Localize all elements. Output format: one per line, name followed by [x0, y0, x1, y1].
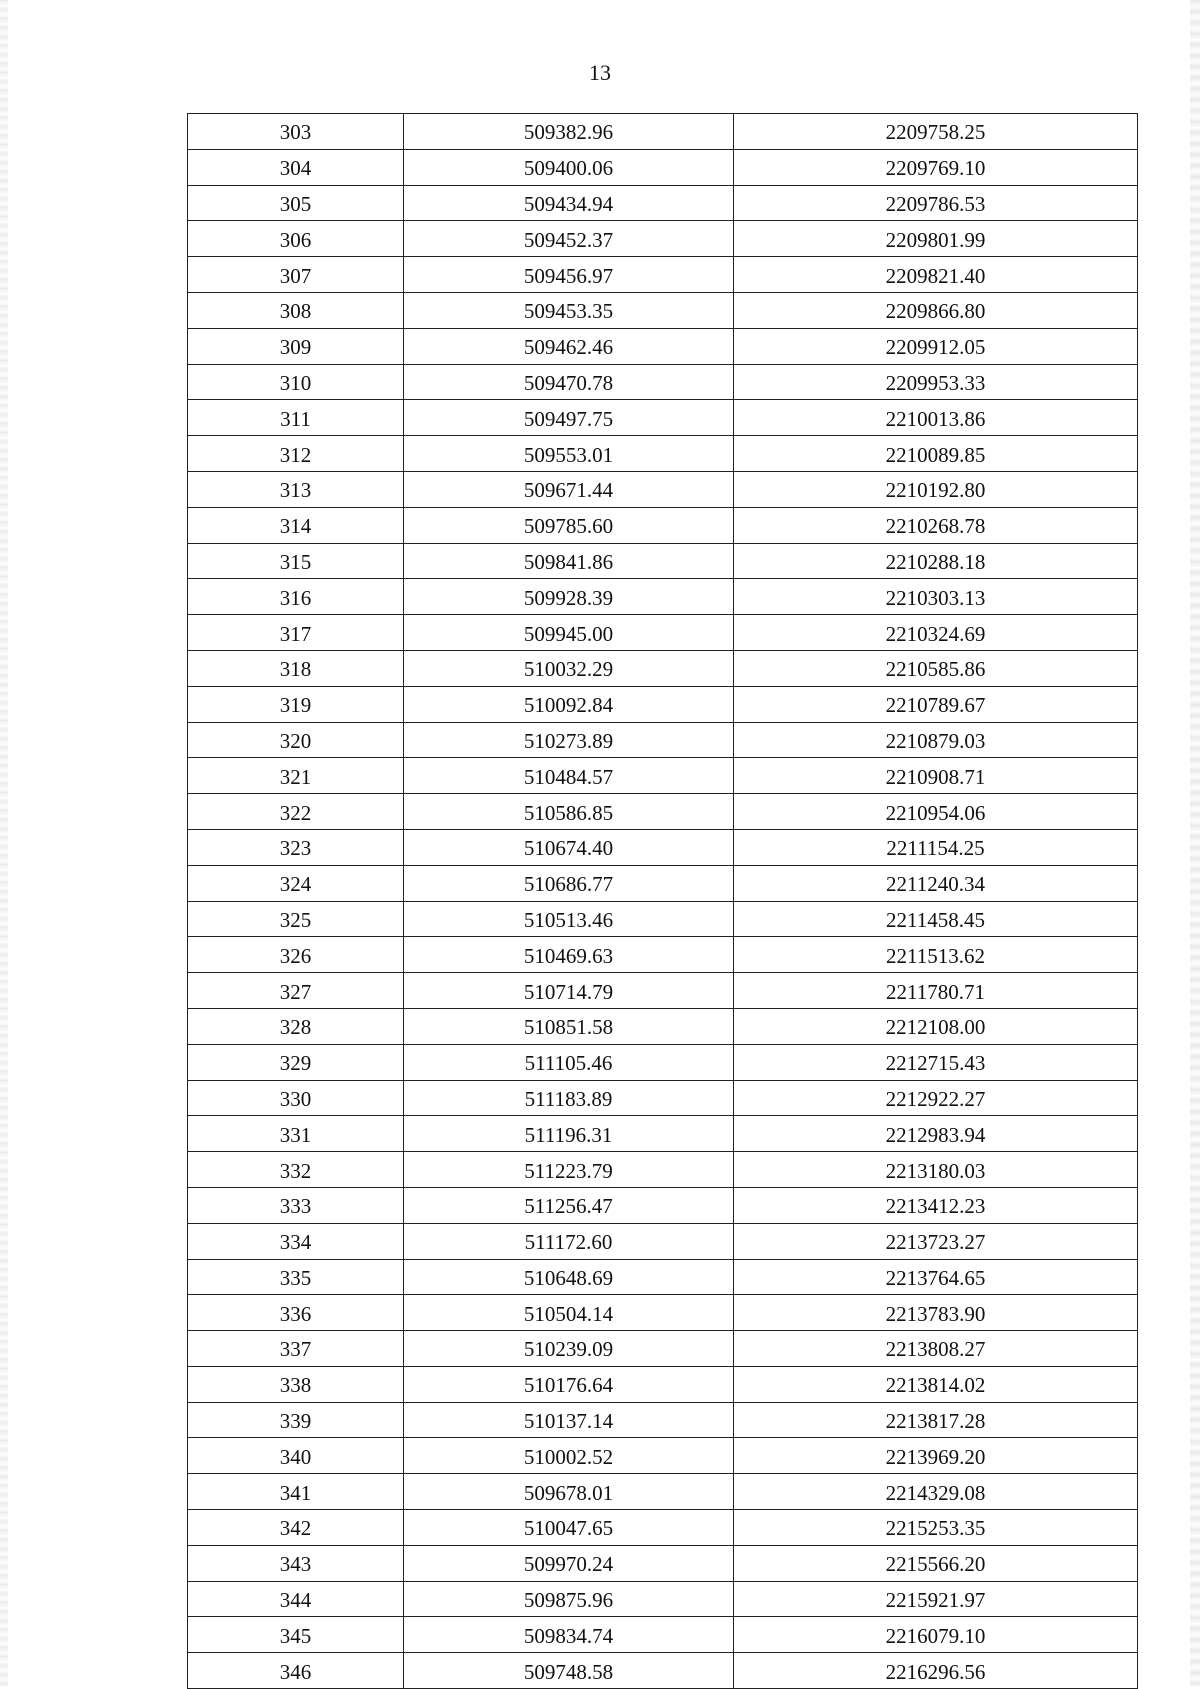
y-coordinate-cell: 2210908.71 — [734, 758, 1138, 794]
point-number-cell: 319 — [188, 686, 404, 722]
table-row — [188, 185, 1138, 221]
point-number-cell: 315 — [188, 543, 404, 579]
y-coordinate-cell: 2210089.85 — [734, 436, 1138, 472]
y-coordinate-cell: 2209801.99 — [734, 221, 1138, 257]
y-coordinate-cell: 2210303.13 — [734, 579, 1138, 615]
y-coordinate-cell: 2212108.00 — [734, 1008, 1138, 1044]
table-row — [188, 615, 1138, 651]
point-number-cell: 313 — [188, 471, 404, 507]
point-number-cell: 327 — [188, 973, 404, 1009]
point-number-cell: 345 — [188, 1617, 404, 1653]
table-row — [188, 722, 1138, 758]
x-coordinate-cell: 510176.64 — [404, 1366, 734, 1402]
y-coordinate-cell: 2214329.08 — [734, 1474, 1138, 1510]
table-row — [188, 328, 1138, 364]
table-row — [188, 543, 1138, 579]
y-coordinate-cell: 2210268.78 — [734, 507, 1138, 543]
x-coordinate-cell: 509834.74 — [404, 1617, 734, 1653]
x-coordinate-cell: 509434.94 — [404, 185, 734, 221]
page-number: 13 — [589, 60, 611, 85]
y-coordinate-cell: 2209786.53 — [734, 185, 1138, 221]
table-row — [188, 794, 1138, 830]
table-row — [188, 1223, 1138, 1259]
point-number-cell: 307 — [188, 257, 404, 293]
x-coordinate-cell: 510714.79 — [404, 973, 734, 1009]
y-coordinate-cell: 2210585.86 — [734, 650, 1138, 686]
table-row — [188, 686, 1138, 722]
table-row — [188, 1581, 1138, 1617]
table-row — [188, 1366, 1138, 1402]
point-number-cell: 305 — [188, 185, 404, 221]
y-coordinate-cell: 2213180.03 — [734, 1152, 1138, 1188]
x-coordinate-cell: 510002.52 — [404, 1438, 734, 1474]
x-coordinate-cell: 510648.69 — [404, 1259, 734, 1295]
y-coordinate-cell: 2209912.05 — [734, 328, 1138, 364]
point-number-cell: 308 — [188, 292, 404, 328]
point-number-cell: 317 — [188, 615, 404, 651]
point-number-cell: 343 — [188, 1545, 404, 1581]
scan-edge-right — [1190, 0, 1200, 1686]
point-number-cell: 331 — [188, 1116, 404, 1152]
table-row — [188, 1259, 1138, 1295]
y-coordinate-cell: 2211154.25 — [734, 829, 1138, 865]
point-number-cell: 321 — [188, 758, 404, 794]
point-number-cell: 334 — [188, 1223, 404, 1259]
y-coordinate-cell: 2212715.43 — [734, 1044, 1138, 1080]
y-coordinate-cell: 2209953.33 — [734, 364, 1138, 400]
x-coordinate-cell: 510504.14 — [404, 1295, 734, 1331]
x-coordinate-cell: 510513.46 — [404, 901, 734, 937]
y-coordinate-cell: 2210789.67 — [734, 686, 1138, 722]
point-number-cell: 346 — [188, 1653, 404, 1689]
x-coordinate-cell: 511172.60 — [404, 1223, 734, 1259]
x-coordinate-cell: 510092.84 — [404, 686, 734, 722]
y-coordinate-cell: 2210288.18 — [734, 543, 1138, 579]
x-coordinate-cell: 510851.58 — [404, 1008, 734, 1044]
table-row — [188, 973, 1138, 1009]
point-number-cell: 330 — [188, 1080, 404, 1116]
table-row — [188, 221, 1138, 257]
x-coordinate-cell: 509497.75 — [404, 400, 734, 436]
point-number-cell: 337 — [188, 1331, 404, 1367]
table-row — [188, 1474, 1138, 1510]
point-number-cell: 314 — [188, 507, 404, 543]
table-row — [188, 865, 1138, 901]
table-row — [188, 1545, 1138, 1581]
table-row — [188, 579, 1138, 615]
point-number-cell: 333 — [188, 1187, 404, 1223]
y-coordinate-cell: 2213969.20 — [734, 1438, 1138, 1474]
point-number-cell: 322 — [188, 794, 404, 830]
y-coordinate-cell: 2209758.25 — [734, 114, 1138, 150]
y-coordinate-cell: 2210192.80 — [734, 471, 1138, 507]
point-number-cell: 329 — [188, 1044, 404, 1080]
x-coordinate-cell: 509553.01 — [404, 436, 734, 472]
y-coordinate-cell: 2211780.71 — [734, 973, 1138, 1009]
y-coordinate-cell: 2215921.97 — [734, 1581, 1138, 1617]
table-row — [188, 292, 1138, 328]
point-number-cell: 310 — [188, 364, 404, 400]
x-coordinate-cell: 510686.77 — [404, 865, 734, 901]
x-coordinate-cell: 510469.63 — [404, 937, 734, 973]
table-row — [188, 937, 1138, 973]
x-coordinate-cell: 511183.89 — [404, 1080, 734, 1116]
point-number-cell: 318 — [188, 650, 404, 686]
table-row — [188, 1331, 1138, 1367]
y-coordinate-cell: 2210013.86 — [734, 400, 1138, 436]
table-row — [188, 1187, 1138, 1223]
table-row — [188, 1402, 1138, 1438]
y-coordinate-cell: 2210879.03 — [734, 722, 1138, 758]
coordinate-table-body — [188, 114, 1138, 1689]
x-coordinate-cell: 509382.96 — [404, 114, 734, 150]
x-coordinate-cell: 510273.89 — [404, 722, 734, 758]
point-number-cell: 340 — [188, 1438, 404, 1474]
table-row — [188, 1116, 1138, 1152]
point-number-cell: 304 — [188, 149, 404, 185]
y-coordinate-cell: 2212983.94 — [734, 1116, 1138, 1152]
table-row — [188, 758, 1138, 794]
y-coordinate-cell: 2213814.02 — [734, 1366, 1138, 1402]
y-coordinate-cell: 2215566.20 — [734, 1545, 1138, 1581]
x-coordinate-cell: 509945.00 — [404, 615, 734, 651]
y-coordinate-cell: 2211513.62 — [734, 937, 1138, 973]
table-row — [188, 149, 1138, 185]
x-coordinate-cell: 510239.09 — [404, 1331, 734, 1367]
point-number-cell: 342 — [188, 1510, 404, 1546]
y-coordinate-cell: 2213723.27 — [734, 1223, 1138, 1259]
table-row — [188, 507, 1138, 543]
x-coordinate-cell: 510674.40 — [404, 829, 734, 865]
coordinate-table-container — [187, 113, 1137, 1689]
point-number-cell: 311 — [188, 400, 404, 436]
x-coordinate-cell: 509400.06 — [404, 149, 734, 185]
x-coordinate-cell: 510484.57 — [404, 758, 734, 794]
point-number-cell: 336 — [188, 1295, 404, 1331]
point-number-cell: 320 — [188, 722, 404, 758]
point-number-cell: 339 — [188, 1402, 404, 1438]
point-number-cell: 306 — [188, 221, 404, 257]
table-row — [188, 400, 1138, 436]
table-row — [188, 1008, 1138, 1044]
point-number-cell: 309 — [188, 328, 404, 364]
scan-edge-left — [0, 0, 8, 1686]
x-coordinate-cell: 511196.31 — [404, 1116, 734, 1152]
point-number-cell: 328 — [188, 1008, 404, 1044]
table-row — [188, 650, 1138, 686]
y-coordinate-cell: 2216079.10 — [734, 1617, 1138, 1653]
table-row — [188, 1438, 1138, 1474]
y-coordinate-cell: 2209821.40 — [734, 257, 1138, 293]
table-row — [188, 1080, 1138, 1116]
y-coordinate-cell: 2213412.23 — [734, 1187, 1138, 1223]
x-coordinate-cell: 509678.01 — [404, 1474, 734, 1510]
x-coordinate-cell: 509453.35 — [404, 292, 734, 328]
x-coordinate-cell: 509841.86 — [404, 543, 734, 579]
x-coordinate-cell: 509470.78 — [404, 364, 734, 400]
y-coordinate-cell: 2213817.28 — [734, 1402, 1138, 1438]
coordinate-table — [187, 113, 1138, 1689]
point-number-cell: 312 — [188, 436, 404, 472]
y-coordinate-cell: 2212922.27 — [734, 1080, 1138, 1116]
table-row — [188, 829, 1138, 865]
y-coordinate-cell: 2213783.90 — [734, 1295, 1138, 1331]
point-number-cell: 323 — [188, 829, 404, 865]
table-row — [188, 1152, 1138, 1188]
x-coordinate-cell: 511105.46 — [404, 1044, 734, 1080]
table-row — [188, 471, 1138, 507]
x-coordinate-cell: 509928.39 — [404, 579, 734, 615]
table-row — [188, 364, 1138, 400]
table-row — [188, 1044, 1138, 1080]
point-number-cell: 344 — [188, 1581, 404, 1617]
table-row — [188, 1653, 1138, 1689]
point-number-cell: 325 — [188, 901, 404, 937]
point-number-cell: 341 — [188, 1474, 404, 1510]
y-coordinate-cell: 2209769.10 — [734, 149, 1138, 185]
x-coordinate-cell: 509970.24 — [404, 1545, 734, 1581]
y-coordinate-cell: 2209866.80 — [734, 292, 1138, 328]
point-number-cell: 324 — [188, 865, 404, 901]
x-coordinate-cell: 509875.96 — [404, 1581, 734, 1617]
point-number-cell: 335 — [188, 1259, 404, 1295]
table-row — [188, 436, 1138, 472]
table-row — [188, 114, 1138, 150]
y-coordinate-cell: 2210324.69 — [734, 615, 1138, 651]
x-coordinate-cell: 510032.29 — [404, 650, 734, 686]
table-row — [188, 1295, 1138, 1331]
table-row — [188, 1617, 1138, 1653]
x-coordinate-cell: 509785.60 — [404, 507, 734, 543]
point-number-cell: 316 — [188, 579, 404, 615]
table-row — [188, 901, 1138, 937]
point-number-cell: 303 — [188, 114, 404, 150]
y-coordinate-cell: 2211458.45 — [734, 901, 1138, 937]
y-coordinate-cell: 2213808.27 — [734, 1331, 1138, 1367]
x-coordinate-cell: 510137.14 — [404, 1402, 734, 1438]
y-coordinate-cell: 2216296.56 — [734, 1653, 1138, 1689]
x-coordinate-cell: 509462.46 — [404, 328, 734, 364]
table-row — [188, 1510, 1138, 1546]
x-coordinate-cell: 511256.47 — [404, 1187, 734, 1223]
x-coordinate-cell: 509456.97 — [404, 257, 734, 293]
x-coordinate-cell: 509748.58 — [404, 1653, 734, 1689]
y-coordinate-cell: 2210954.06 — [734, 794, 1138, 830]
point-number-cell: 338 — [188, 1366, 404, 1402]
x-coordinate-cell: 511223.79 — [404, 1152, 734, 1188]
x-coordinate-cell: 509671.44 — [404, 471, 734, 507]
y-coordinate-cell: 2211240.34 — [734, 865, 1138, 901]
point-number-cell: 326 — [188, 937, 404, 973]
y-coordinate-cell: 2213764.65 — [734, 1259, 1138, 1295]
y-coordinate-cell: 2215253.35 — [734, 1510, 1138, 1546]
x-coordinate-cell: 509452.37 — [404, 221, 734, 257]
point-number-cell: 332 — [188, 1152, 404, 1188]
x-coordinate-cell: 510586.85 — [404, 794, 734, 830]
table-row — [188, 257, 1138, 293]
x-coordinate-cell: 510047.65 — [404, 1510, 734, 1546]
